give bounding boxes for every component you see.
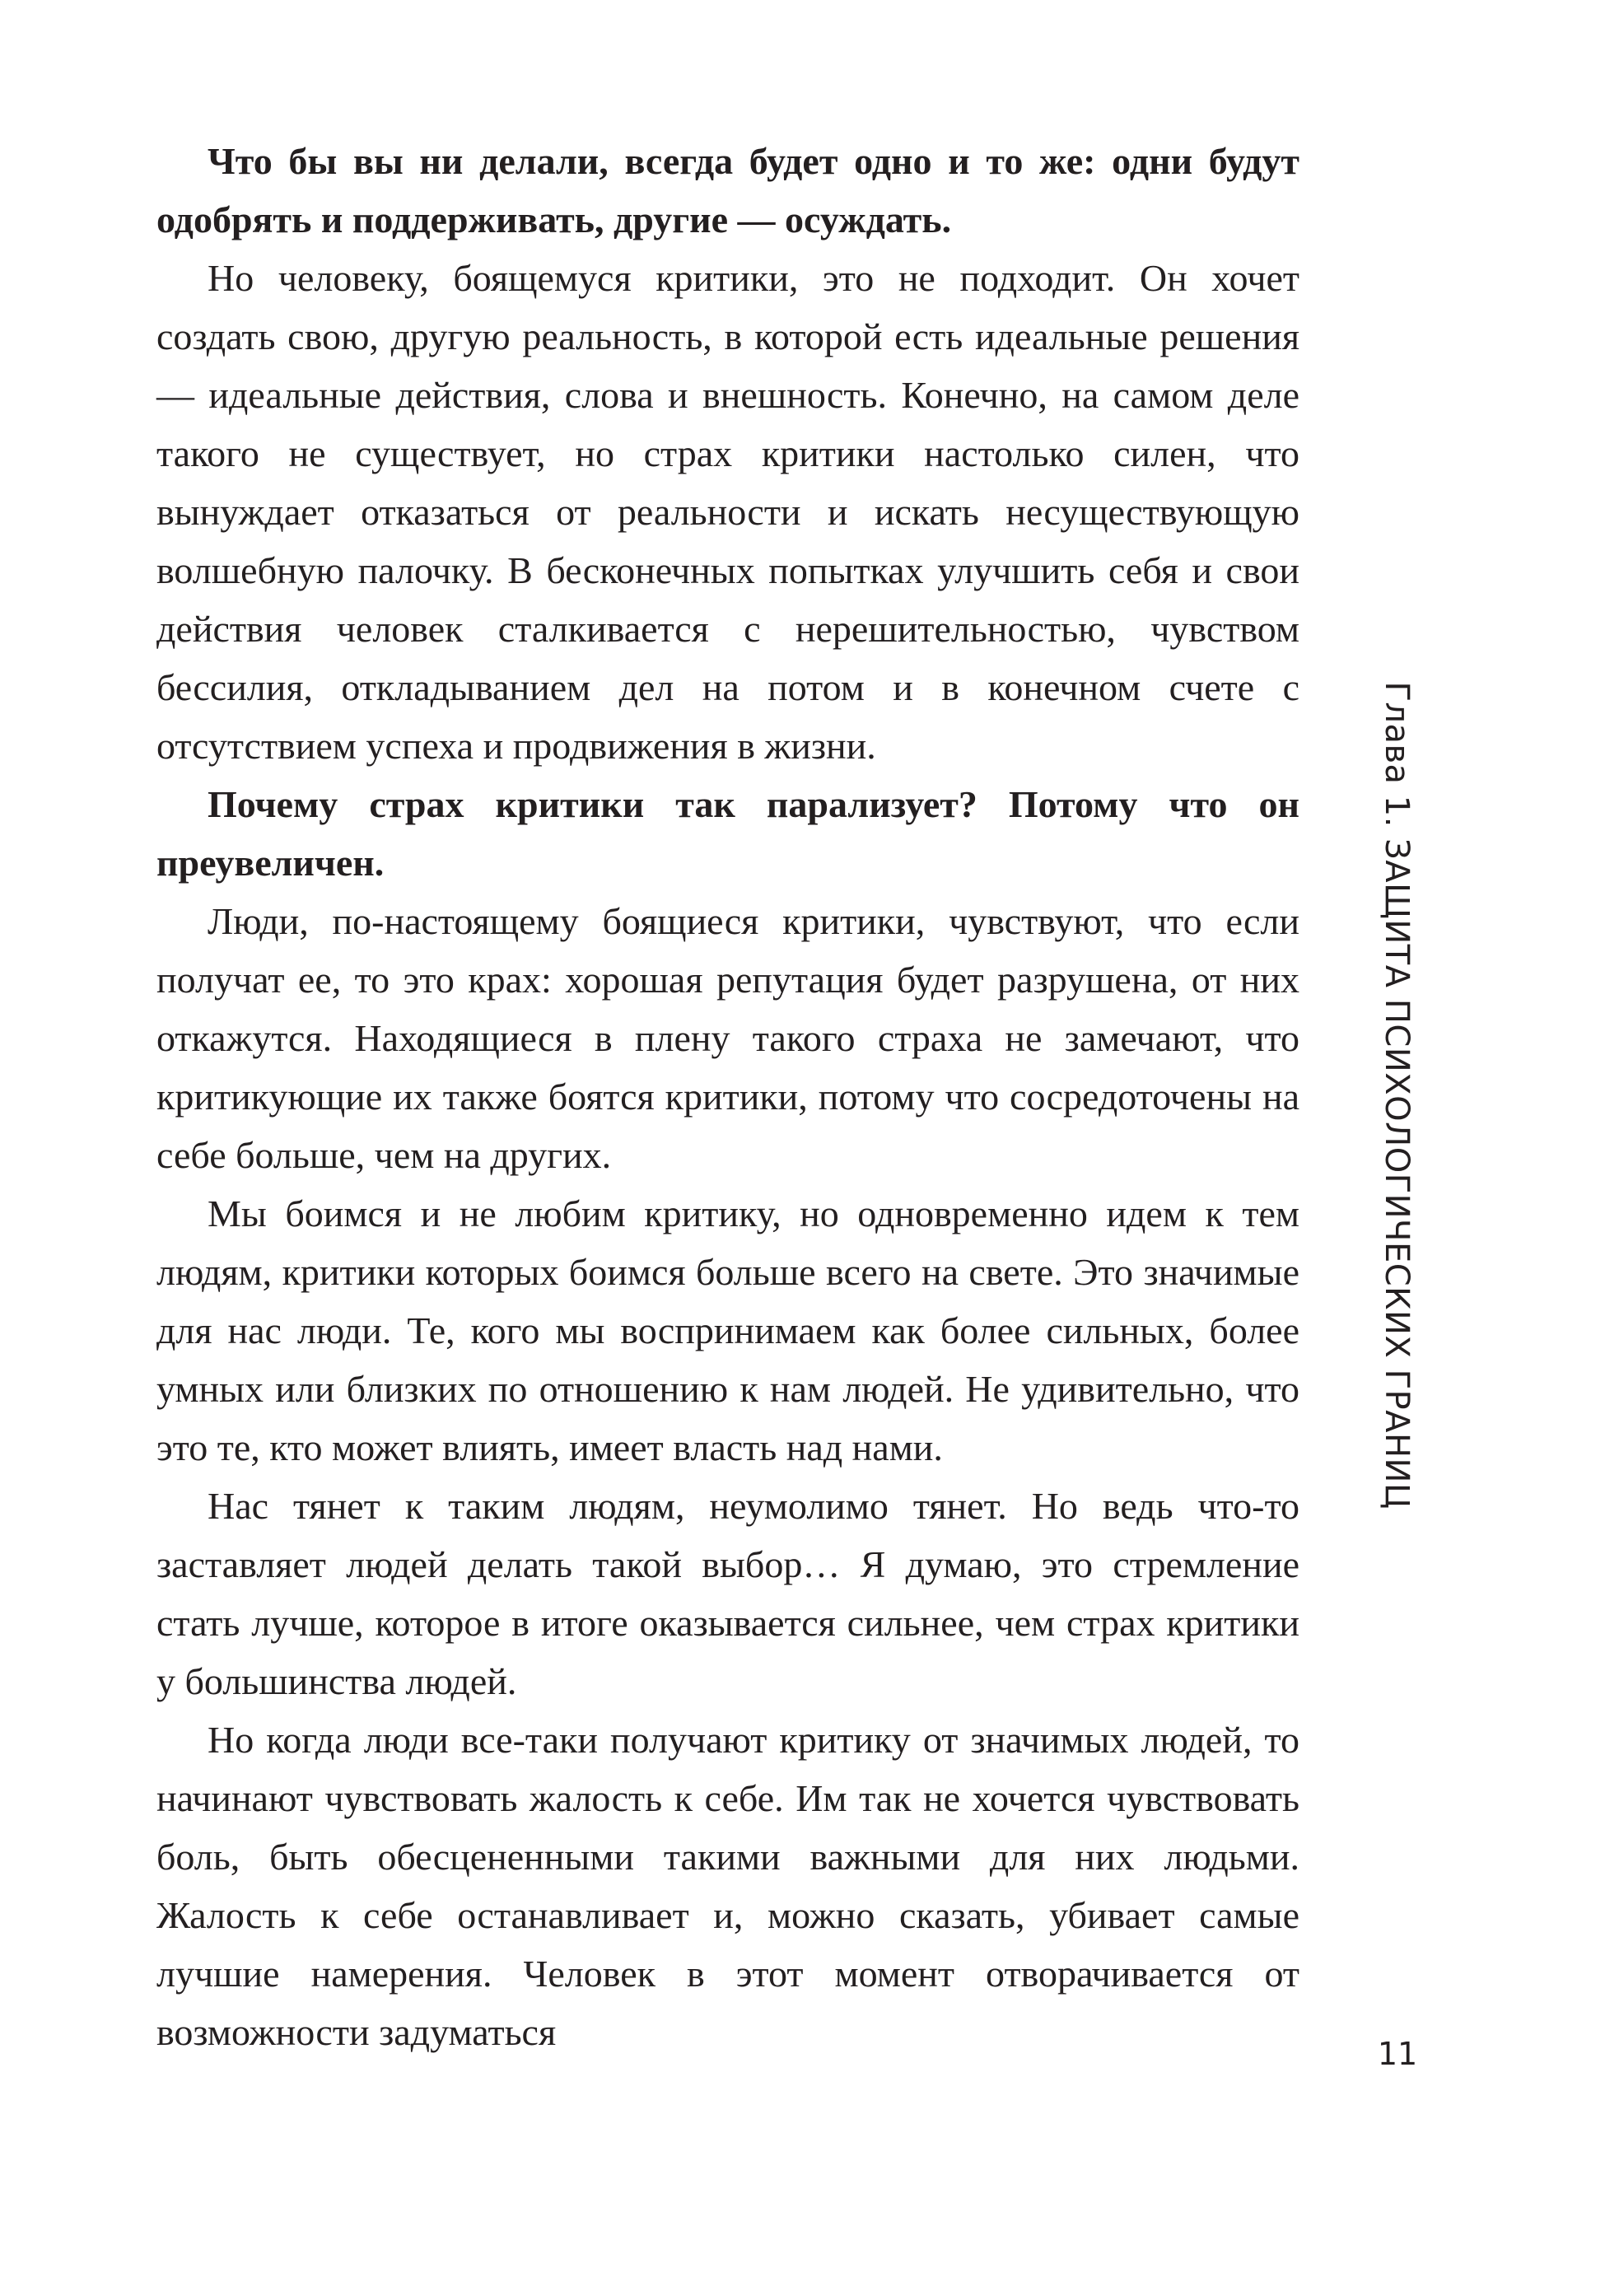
paragraph: Но человеку, боящемуся критики, это не подходит. Он хочет создать свою, другую реальность, в которой есть идеальные решения — идеальные действия, слова и внешность. Конечно, на самом деле такого не существует, но страх критики настолько силен, что вынуждает отказаться от реальности и искать несуществующую волшебную палочку. В бесконечных попытках улучшить себя и свои действия человек сталкивается с нерешительностью, чувством бессилия, откладыванием дел на потом и в конечном счете с отсутствием успеха и продвижения в жизни.	[156, 257, 1299, 767]
paragraph: Люди, по-настоящему боящиеся критики, чувствуют, что если получат ее, то это крах: хорошая репутация будет разрушена, от них откажутся. Находящиеся в плену такого страха не замечают, что критикующие их также боятся критики, потому что сосредоточены на себе больше, чем на других.	[156, 900, 1299, 1176]
paragraph: Мы боимся и не любим критику, но одновременно идем к тем людям, критики которых боимся больше всего на свете. Это значимые для нас люди. Те, кого мы воспринимаем как более сильных, более умных или близких по отношению к нам людей. Не удивительно, что это те, кто может влиять, имеет власть над нами.	[156, 1192, 1299, 1468]
paragraph-bold: Почему страх критики так парализует? Потому что он преувеличен.	[156, 783, 1299, 884]
paragraph: Нас тянет к таким людям, неумолимо тянет. Но ведь что-то заставляет людей делать такой выбор… Я думаю, это стремление стать лучше, которое в итоге оказывается сильнее, чем страх критики у большинства людей.	[156, 1485, 1299, 1702]
paragraph-bold: Что бы вы ни делали, всегда будет одно и то же: одни будут одобрять и поддерживать, другие — осуждать.	[156, 140, 1299, 240]
running-head-text: Глава 1. ЗАЩИТА ПСИХОЛОГИЧЕСКИХ ГРАНИЦ	[1378, 681, 1416, 1510]
paragraph: Но когда люди все-таки получают критику от значимых людей, то начинают чувствовать жалость к себе. Им так не хочется чувствовать боль, быть обесцененными такими важными для них людьми. Жалость к себе останавливает и, можно сказать, убивает самые лучшие намерения. Человек в этот момент отворачивается от возможности задуматься	[156, 1719, 1299, 2053]
body-text	[156, 132, 1299, 2061]
page-number: 11	[1377, 2036, 1418, 2072]
